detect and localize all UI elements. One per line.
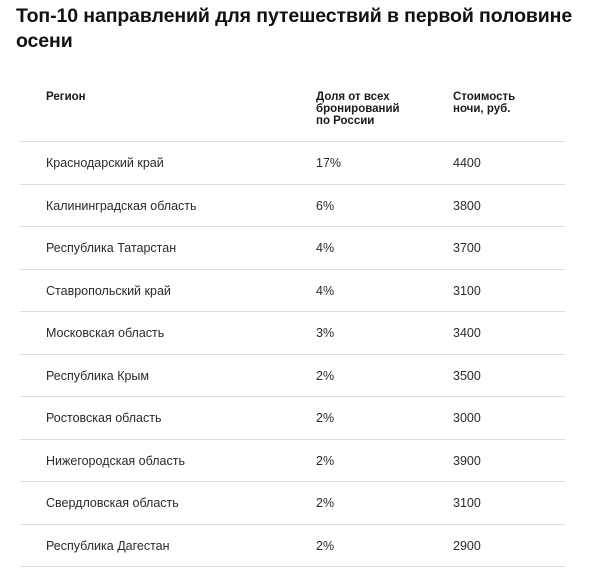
cell-region: Нижегородская область [46, 453, 185, 468]
page-title: Топ-10 направлений для путешествий в первой половине осени [16, 5, 573, 52]
cell-share: 4% [316, 241, 335, 255]
column-header-price: Стоимость ночи, руб. [453, 91, 516, 115]
cell-region: Московская область [46, 326, 165, 340]
cell-share: 2% [316, 368, 335, 383]
table-row [20, 185, 565, 228]
cell-share: 2% [316, 411, 335, 425]
cell-price: 3800 [453, 198, 481, 213]
cell-price: 3900 [453, 453, 481, 468]
table-row [20, 440, 565, 483]
cell-region: Краснодарский край [46, 156, 164, 170]
table-row [20, 355, 565, 398]
cell-share: 3% [316, 326, 335, 340]
table-row [20, 142, 565, 185]
cell-share: 6% [316, 198, 335, 213]
cell-region: Республика Татарстан [46, 241, 177, 255]
cell-price: 3100 [453, 496, 481, 510]
cell-price: 4400 [453, 156, 481, 170]
table-row [20, 227, 565, 270]
cell-share: 2% [316, 538, 335, 553]
cell-region: Ставропольский край [46, 283, 171, 298]
table-row [20, 525, 565, 568]
cell-region: Калининградская область [46, 198, 197, 213]
cell-region: Свердловская область [46, 496, 179, 510]
column-header-region: Регион [46, 91, 86, 103]
table-row [20, 482, 565, 525]
cell-share: 4% [316, 283, 335, 298]
cell-price: 3500 [453, 368, 481, 383]
data-table [20, 74, 565, 567]
cell-price: 2900 [453, 538, 481, 553]
column-header-share: Доля от всех бронирований по России [316, 91, 400, 127]
table-row [20, 270, 565, 313]
table-header-row [20, 74, 565, 142]
cell-region: Республика Дагестан [46, 538, 170, 553]
cell-share: 17% [316, 156, 342, 170]
table-row [20, 397, 565, 440]
table-row [20, 312, 565, 355]
cell-price: 3000 [453, 411, 481, 425]
cell-share: 2% [316, 453, 335, 468]
cell-price: 3100 [453, 283, 481, 298]
cell-region: Республика Крым [46, 368, 150, 383]
cell-share: 2% [316, 496, 335, 510]
cell-price: 3700 [453, 241, 481, 255]
cell-region: Ростовская область [46, 411, 162, 425]
cell-price: 3400 [453, 326, 481, 340]
